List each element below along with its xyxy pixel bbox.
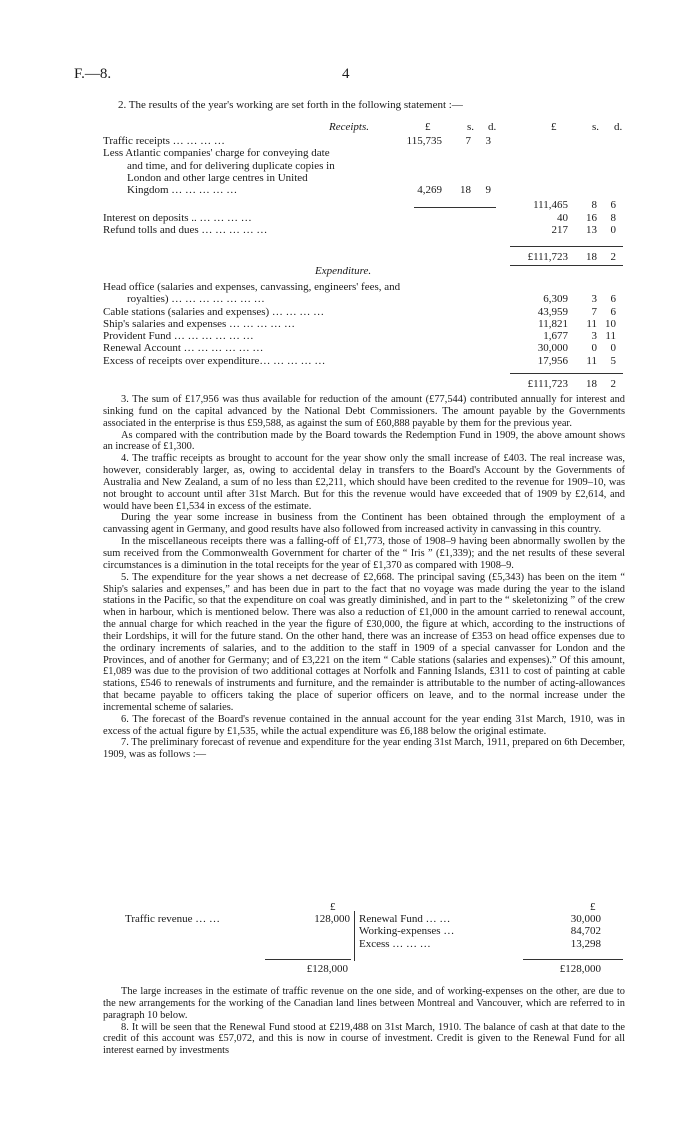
row-label: Cable stations (salaries and expenses) … … … … xyxy=(103,305,325,318)
row-value: 7 xyxy=(591,305,597,318)
row-value: 0 xyxy=(591,342,597,355)
row-value: 11,821 xyxy=(538,317,568,330)
row-label: Provident Fund … … … … … … xyxy=(103,330,254,343)
table-row xyxy=(103,160,623,172)
forecast-row-label: Excess … … … xyxy=(359,937,431,950)
forecast-row xyxy=(359,938,623,950)
forecast-row-label: Renewal Fund … … xyxy=(359,913,451,925)
forecast-row-label: Working-expenses … xyxy=(359,925,455,938)
row-value: 11 xyxy=(605,330,616,343)
expenditure-heading: Expenditure. xyxy=(315,265,372,277)
receipts-total-pounds: £111,723 xyxy=(527,251,568,263)
table-row xyxy=(103,306,623,318)
row-value: 16 xyxy=(586,211,597,224)
forecast-left-rule xyxy=(265,959,351,960)
row-value: 7 xyxy=(465,135,471,147)
paragraph: 6. The forecast of the Board's revenue contained in the annual account for the year ending 31st March, 1910, was in excess of the actual figure by £1,535, while the actual expenditure was £6,188 below the original estimate. xyxy=(103,713,625,737)
table-row xyxy=(103,147,623,159)
row-value: 0 xyxy=(610,224,616,237)
row-value: 6 xyxy=(610,293,616,306)
col-head: £ xyxy=(425,121,431,133)
table-row xyxy=(103,224,623,236)
row-value: 8 xyxy=(610,211,616,224)
col-head: s. xyxy=(467,121,475,133)
receipts-total-row xyxy=(103,251,623,263)
row-label: and time, and for delivering duplicate copies in xyxy=(127,159,335,172)
row-value: 1,677 xyxy=(543,330,568,343)
receipts-total-shillings: 18 xyxy=(586,251,597,263)
row-value: 6 xyxy=(610,305,616,318)
paragraph: In the miscellaneous receipts there was a falling-off of £1,773, those of 1908–9 having been abnormally swollen by the sum received from the Commonwealth Government for charter of the “ Iris ” (£1,339); and the net results of these several circumstances is a diminution in the total receipts for the year of £1,370 as compared with 1908–9. xyxy=(103,536,625,571)
col-head: s. xyxy=(592,121,600,133)
row-value: 3 xyxy=(591,293,597,306)
row-value: 30,000 xyxy=(537,342,568,355)
row-label: London and other large centres in United xyxy=(127,171,308,184)
page-code: F.—8. xyxy=(74,66,112,82)
table-row xyxy=(103,199,623,211)
total-rule xyxy=(510,373,623,374)
row-value: 3 xyxy=(485,135,491,147)
expenditure-total-pence: 2 xyxy=(610,378,616,390)
expenditure-total-pounds: £111,723 xyxy=(527,378,568,390)
col-head: d. xyxy=(614,121,623,133)
body-text-1 xyxy=(103,394,625,761)
row-label: Less Atlantic companies' charge for conveying date xyxy=(103,147,330,160)
forecast-table xyxy=(103,901,623,981)
table-row xyxy=(103,293,623,305)
row-value: 18 xyxy=(460,184,471,197)
col-head: £ xyxy=(551,121,557,133)
paragraph: 5. The expenditure for the year shows a net decrease of £2,668. The principal saving (£5,343) has been on the item “ Ship's salaries and expenses,” and has been due in part to the fact that no voyage was made during the year to the island stations in the Pacific, so that the expenditure on coal was greatly diminished, and in part to the “ skeletonizing ” of the crew when in harbour, which is mentioned below. There was also a reduction of £1,000 in the amount carried to renewal account, the annual charge for which reached in the year the figure of £30,000, the figure at which, according to the instructions of their Lordships, it will for the future stand. On the other hand, there was an increase of £353 on head office expenses due to the ordinary increments of salaries, and to the addition to the staff in 1909 of a special canvasser for London and the Provinces, and of another for Germany; and of £3,221 on the item “ Cable stations (salaries and expenses).” Of this amount, £1,089 was due to the provision of two additional cottages at Norfolk and Fanning Islands, £311 to cost of painting at cable stations, £546 to renewals of instruments and furniture, and the remainder is attributable to the number of acting-allowances that became payable to officers taking the place of superior officers on leave, and to the normal increase under the incremental scheme of salaries. xyxy=(103,571,625,713)
table-row xyxy=(103,135,623,147)
row-value: 4,269 xyxy=(417,184,442,197)
table-row xyxy=(103,184,623,196)
paragraph: 8. It will be seen that the Renewal Fund stood at £219,488 on 31st March, 1910. The balance of cash at that date to the credit of this account was £57,072, and this is now in course of investment. Credit is given to the Renewal Fund for all interest earned by investments xyxy=(103,1021,625,1057)
row-value: 11 xyxy=(586,317,597,330)
paragraph: 4. The traffic receipts as brought to account for the year show only the small increase of £403. The real increase was, however, considerably larger, as, owing to accidental delay in transfers to the Board's Account by the Governments of Australia and New Zealand, a sum of no less than £2,211, which should have been credited to the revenue for 1909–10, was not brought to account until after 31st March. But for this the revenue would have exceeded that of 1909 by £2,614, and would have been £1,534 in excess of the estimate. xyxy=(103,453,625,512)
forecast-left-value: 128,000 xyxy=(314,913,350,925)
row-label: Excess of receipts over expenditure… … … … … xyxy=(103,354,326,367)
table-row xyxy=(103,342,623,354)
page-number: 4 xyxy=(342,66,350,82)
forecast-row-value: 13,298 xyxy=(570,937,601,950)
forecast-row-value: 30,000 xyxy=(570,913,601,925)
forecast-left-head: £ xyxy=(330,901,336,913)
row-label: Head office (salaries and expenses, canvassing, engineers' fees, and xyxy=(103,281,401,293)
forecast-right-rule xyxy=(523,959,623,960)
table-row xyxy=(103,355,623,367)
paragraph: As compared with the contribution made by the Board towards the Redemption Fund in 1909, the above amount shows an increase of £1,300. xyxy=(103,429,625,453)
body-text-2 xyxy=(103,986,625,1057)
row-value: 13 xyxy=(586,224,597,237)
expenditure-total-row xyxy=(103,378,623,390)
table-row xyxy=(103,172,623,184)
forecast-right-list xyxy=(359,913,623,950)
row-value: 10 xyxy=(605,317,616,330)
forecast-row xyxy=(359,925,623,937)
row-label: Traffic receipts … … … … xyxy=(103,135,225,147)
row-value: 217 xyxy=(551,224,568,237)
intro-line: 2. The results of the year's working are set forth in the following statement :— xyxy=(118,99,463,111)
forecast-right-head: £ xyxy=(590,901,596,913)
row-label: royalties) … … … … … … … xyxy=(127,293,265,306)
total-rule xyxy=(510,246,623,247)
row-label: Kingdom … … … … … xyxy=(127,184,238,197)
forecast-left-total: £128,000 xyxy=(306,963,348,975)
row-value: 6,309 xyxy=(543,293,568,306)
row-value: 11 xyxy=(586,354,597,367)
row-value: 8 xyxy=(591,199,597,212)
row-value: 9 xyxy=(485,184,491,197)
forecast-divider xyxy=(354,911,355,961)
subtotal-rule xyxy=(414,207,496,208)
forecast-row-value: 84,702 xyxy=(570,925,601,938)
forecast-row xyxy=(359,913,623,925)
col-head: d. xyxy=(488,121,497,133)
forecast-left-label: Traffic revenue … … xyxy=(125,913,221,925)
row-value: 6 xyxy=(610,199,616,212)
table-row xyxy=(103,212,623,224)
expenditure-total-shillings: 18 xyxy=(586,378,597,390)
row-value: 115,735 xyxy=(406,135,442,147)
table-row xyxy=(103,281,623,293)
receipts-heading: Receipts. xyxy=(329,121,370,133)
row-value: 3 xyxy=(591,330,597,343)
table-row xyxy=(103,318,623,330)
row-value: 43,959 xyxy=(537,305,568,318)
total-rule xyxy=(510,265,623,266)
row-value: 40 xyxy=(557,211,568,224)
row-label: Interest on deposits .. … … … … xyxy=(103,211,252,224)
paragraph: 3. The sum of £17,956 was thus available for reduction of the amount (£77,544) contributed annually for interest and sinking fund on the capital advanced by the National Debt Commissioners. The amount payable by the Governments associated in the enterprise is thus £59,588, as against the sum of £60,888 payable by them for the previous year. xyxy=(103,394,625,429)
row-value: 17,956 xyxy=(537,354,568,367)
paragraph: The large increases in the estimate of traffic revenue on the one side, and of working-expenses on the other, are due to the new arrangements for the working of the Canadian land lines between Montreal and Vancouver, which are referred to in paragraph 10 below. xyxy=(103,986,625,1021)
row-value: 0 xyxy=(610,342,616,355)
forecast-right-total: £128,000 xyxy=(559,963,601,975)
row-label: Refund tolls and dues … … … … … xyxy=(103,224,268,237)
expenditure-table xyxy=(103,281,623,367)
table-row xyxy=(103,330,623,342)
receipts-total-pence: 2 xyxy=(610,251,616,263)
paragraph: During the year some increase in business from the Continent has been obtained through the employment of a canvassing agent in Germany, and good results have also followed from increased activity in canvassing in this country. xyxy=(103,512,625,536)
row-label: Ship's salaries and expenses … … … … … xyxy=(103,317,296,330)
row-value: 5 xyxy=(610,354,616,367)
row-label: Renewal Account … … … … … … xyxy=(103,342,264,355)
paragraph: 7. The preliminary forecast of revenue and expenditure for the year ending 31st March, 1911, prepared on 6th December, 1909, was as follows :— xyxy=(103,737,625,761)
row-value: 111,465 xyxy=(533,199,568,212)
receipts-table xyxy=(103,135,623,236)
